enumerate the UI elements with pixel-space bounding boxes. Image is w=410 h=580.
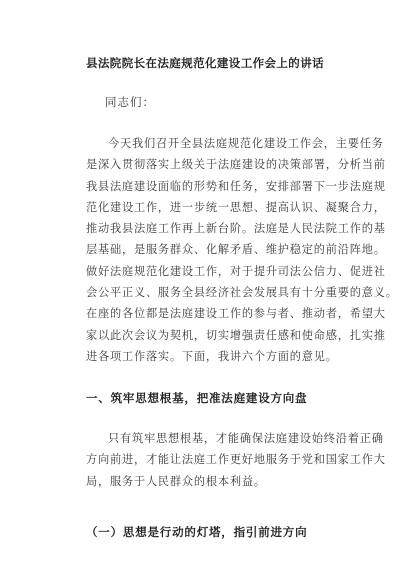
section-heading-1: 一、筑牢思想根基，把准法庭建设方向盘: [86, 391, 308, 405]
paragraph-line: 是深入贯彻落实上级关于法庭建设的决策部署，分析当前: [86, 158, 386, 172]
paragraph-line: 只有筑牢思想根基，才能确保法庭建设始终沿着正确: [108, 432, 384, 445]
salutation: 同志们：: [105, 95, 155, 109]
intro-paragraph: [86, 133, 398, 367]
paragraph-line: 我县法庭建设面临的形势和任务，安排部署下一步法庭规: [86, 179, 386, 193]
paragraph-line: 层基础，是服务群众、化解矛盾、维护稳定的前沿阵地。: [86, 243, 386, 257]
document-title: 县法院院长在法庭规范化建设工作会上的讲话: [86, 56, 324, 70]
paragraph-line: 家以此次会议为契机，切实增强责任感和使命感，扎实推: [86, 328, 386, 342]
paragraph-line: 在座的各位都是法庭建设工作的参与者、推动者，希望大: [86, 307, 386, 321]
paragraph-line: 局，服务于人民群众的根本利益。: [86, 474, 266, 488]
paragraph-line: 推动我县法庭工作再上新台阶。法庭是人民法院工作的基: [86, 222, 386, 236]
paragraph-line: 进各项工作落实。下面，我讲六个方面的意见。: [86, 349, 338, 363]
subsection-heading-1: （一）思想是行动的灯塔，指引前进方向: [86, 525, 308, 539]
paragraph-line: 会公平正义、服务全县经济社会发展具有十分重要的意义。: [86, 286, 398, 300]
paragraph-line: 范化建设工作，进一步统一思想、提高认识、凝聚合力，: [86, 200, 386, 214]
paragraph-line: 今天我们召开全县法庭规范化建设工作会，主要任务: [108, 137, 384, 150]
paragraph-line: 方向前进，才能让法庭工作更好地服务于党和国家工作大: [86, 453, 386, 467]
section-paragraph: [86, 428, 386, 492]
paragraph-line: 做好法庭规范化建设工作，对于提升司法公信力、促进社: [86, 264, 386, 278]
